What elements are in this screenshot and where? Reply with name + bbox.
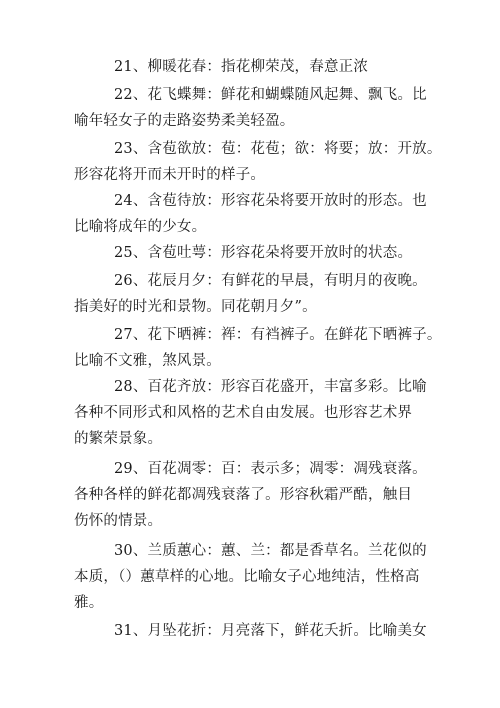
entry-line: 30、兰质蕙心：蕙、兰：都是香草名。兰花似的: [114, 543, 427, 559]
entry-line: 指美好的时光和景物。同花朝月夕”。: [74, 299, 317, 315]
entry-line: 31、月坠花折：月亮落下，鲜花夭折。比喻美女: [114, 623, 427, 639]
entry-31: [74, 618, 427, 644]
entry-line: 28、百花齐放：形容百花盛开，丰富多彩。比喻: [114, 379, 427, 395]
entry-line: 23、含苞欲放：苞：花苞；欲：将要；放：开放。: [114, 141, 442, 157]
entry-24: [74, 188, 427, 240]
entry-line: 21、柳暖花春：指花柳荣茂，春意正浓: [114, 59, 369, 75]
entry-23: [74, 136, 442, 188]
entry-line: 比喻不文雅，煞风景。: [74, 353, 221, 369]
entry-line: 各种不同形式和风格的艺术自由发展。也形容艺术界: [74, 405, 413, 421]
entry-line: 29、百花凋零：百：表示多；凋零：凋残衰落。: [114, 461, 427, 477]
entry-line: 的繁荣景象。: [74, 431, 163, 447]
entry-line: 24、含苞待放：形容花朵将要开放时的形态。也: [114, 193, 427, 209]
entry-line: 形容花将开而未开时的样子。: [74, 167, 266, 183]
entry-line: 22、花飞蝶舞：鲜花和蝴蝶随风起舞、飘飞。比: [114, 87, 427, 103]
entry-28: [74, 374, 427, 452]
entry-27: [74, 322, 442, 374]
entry-line: 喻年轻女子的走路姿势柔美轻盈。: [74, 113, 295, 129]
entry-line: 比喻将成年的少女。: [74, 219, 207, 235]
entry-26: [74, 268, 427, 320]
entry-line: 25、含苞吐萼：形容花朵将要开放时的状态。: [114, 245, 413, 261]
entry-21: [74, 54, 414, 80]
entry-line: 雅。: [74, 595, 104, 611]
entry-line: 本质，（）蕙草样的心地。比喻女子心地纯洁，性格高: [74, 569, 420, 585]
entry-29: [74, 456, 427, 534]
entry-line: 26、花辰月夕：有鲜花的早晨，有明月的夜晚。: [114, 273, 427, 289]
entry-25: [74, 240, 414, 266]
entry-line: 27、花下晒裤：裈：有裆裤子。在鲜花下晒裤子。: [114, 327, 442, 343]
entry-line: 各种各样的鲜花都凋残衰落了。形容秋霜严酷，触目: [74, 487, 413, 503]
entry-30: [74, 538, 427, 616]
entry-22: [74, 82, 427, 134]
entry-line: 伤怀的情景。: [74, 513, 163, 529]
